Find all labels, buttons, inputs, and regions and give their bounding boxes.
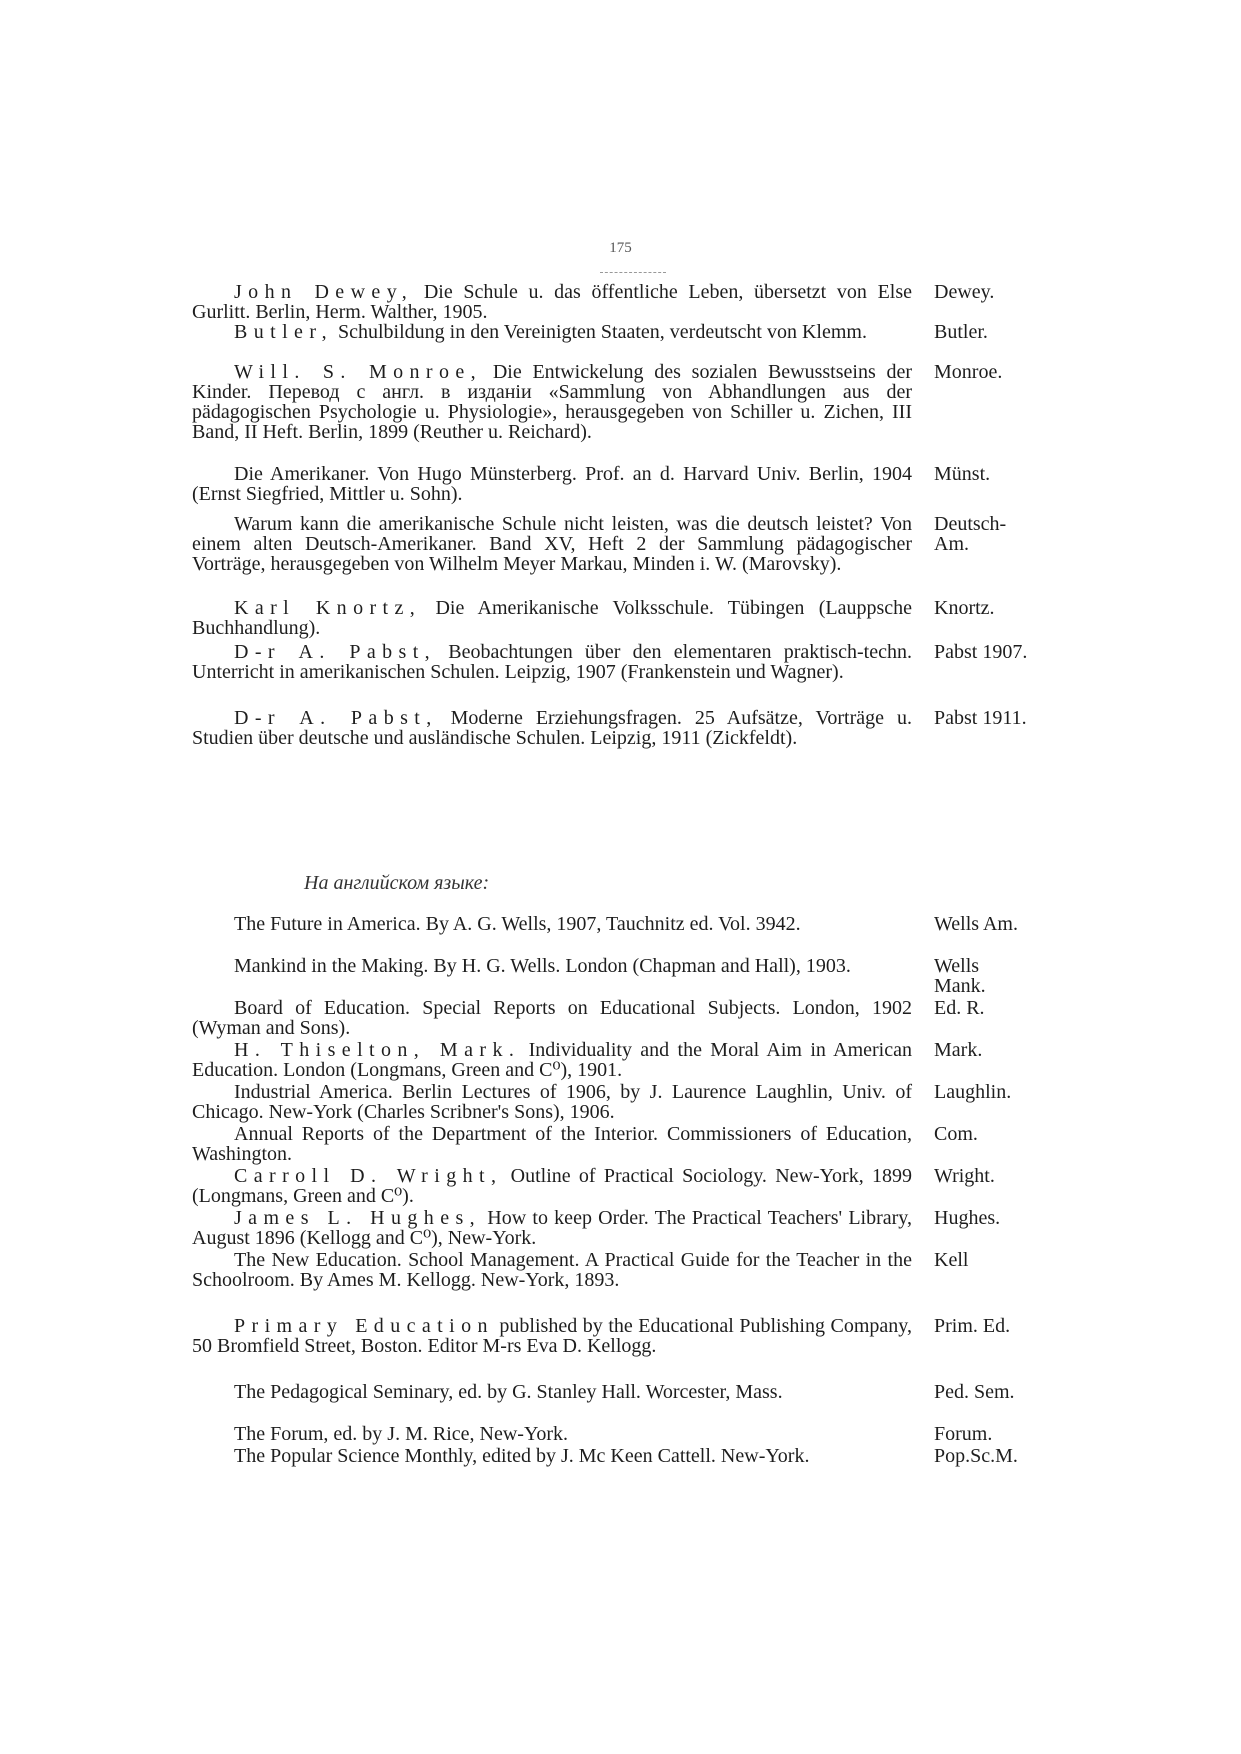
bibliography-entry xyxy=(192,955,1114,997)
entry-text: How to keep Order. The Practical Teachers' Library, August 1896 (Kellogg and C⁰), New-York. xyxy=(192,1207,912,1249)
entry-text: published by the Educational Publishing Company, 50 Bromfield Street, Boston. Editor M-rs Eva D. Kellogg. xyxy=(192,1315,912,1357)
entry-text: Mankind in the Making. By H. G. Wells. London (Chapman and Hall), 1903. xyxy=(234,955,851,977)
bibliography-entry xyxy=(192,464,1114,504)
entry-text: Die Amerikaner. Von Hugo Münsterberg. Prof. an d. Harvard Univ. Berlin, 1904 (Ernst Siegfried, Mittler u. Sohn). xyxy=(192,463,912,505)
entry-shortname: Mark. xyxy=(934,1039,983,1061)
entry-shortname: Pop.Sc.M. xyxy=(934,1445,1018,1467)
bibliography-entry xyxy=(192,322,1114,342)
bibliography-entry xyxy=(192,1424,1114,1444)
bibliography-entry xyxy=(192,1446,1114,1466)
entry-author: Primary Education xyxy=(234,1315,494,1337)
bibliography-entry xyxy=(192,598,1114,638)
entry-text: Warum kann die amerikanische Schule nicht leisten, was die deutsch leistet? Von einem alten Deutsch-Amerikaner. Band XV, Heft 2 der Sammlung pädagogischer Vorträge, herausgegeben von Wilhelm Meyer Markau, Minden i. W. (Marovsky). xyxy=(192,513,912,575)
bibliography-entry xyxy=(192,514,1114,574)
entry-shortname: Dewey. xyxy=(934,281,995,303)
entry-author: Karl Knortz, xyxy=(234,597,422,619)
entry-text: The New Education. School Management. A Practical Guide for the Teacher in the Schoolroom. By Ames M. Kellogg. New-York, 1893. xyxy=(192,1249,912,1291)
entry-shortname: Wright. xyxy=(934,1165,995,1187)
bibliography-entry xyxy=(192,708,1114,748)
entry-author: D-r A. Pabst, xyxy=(234,641,437,663)
bibliography-entry xyxy=(192,1250,1114,1290)
entry-shortname: Prim. Ed. xyxy=(934,1315,1011,1337)
bibliography-entry xyxy=(192,1208,1114,1248)
entry-author: John Dewey, xyxy=(234,281,414,303)
entry-author: D-r A. Pabst, xyxy=(234,707,438,729)
entry-text: The Forum, ed. by J. M. Rice, New-York. xyxy=(234,1423,569,1445)
bibliography-entry xyxy=(192,914,1114,934)
entry-shortname: Kell xyxy=(934,1249,969,1271)
entry-text: The Pedagogical Seminary, ed. by G. Stanley Hall. Worcester, Mass. xyxy=(234,1381,783,1403)
entry-text: Die Amerikanische Volksschule. Tübingen (Lauppsche Buchhandlung). xyxy=(192,597,912,639)
entry-text: Moderne Erziehungsfragen. 25 Aufsätze, Vorträge u. Studien über deutsche und ausländische Schulen. Leipzig, 1911 (Zickfeldt). xyxy=(192,707,912,749)
section-heading: На английском языке: xyxy=(304,872,490,894)
entry-shortname: Knortz. xyxy=(934,597,995,619)
bibliography-entry xyxy=(192,282,1114,322)
entry-author: Will. S. Monroe, xyxy=(234,361,483,383)
bibliography-entry xyxy=(192,642,1114,682)
entry-author: Butler, xyxy=(234,321,333,343)
entry-shortname: Pabst 1907. xyxy=(934,641,1028,663)
entry-shortname: Wells Am. xyxy=(934,913,1018,935)
entry-shortname: Ed. R. xyxy=(934,997,985,1019)
entry-author: James L. Hughes, xyxy=(234,1207,482,1229)
bibliography-entry xyxy=(192,362,1114,442)
entry-shortname: Monroe. xyxy=(934,361,1003,383)
page-number: 175 xyxy=(609,240,632,256)
entry-shortname: Pabst 1911. xyxy=(934,707,1027,729)
bibliography-entry xyxy=(192,1082,1114,1122)
entry-text: Schulbildung in den Vereinigten Staaten, verdeutscht von Klemm. xyxy=(333,321,867,343)
bibliography-entry xyxy=(192,1166,1114,1206)
entry-text: Annual Reports of the Department of the Interior. Commissioners of Education, Washington. xyxy=(192,1123,912,1165)
bibliography-entry xyxy=(192,998,1114,1038)
entry-text: Outline of Practical Sociology. New-York, 1899 (Longmans, Green and C⁰). xyxy=(192,1165,912,1207)
page-number-rule xyxy=(600,272,666,273)
entry-shortname: Laughlin. xyxy=(934,1081,1012,1103)
entry-shortname: Hughes. xyxy=(934,1207,1001,1229)
entry-text: Board of Education. Special Reports on Educational Subjects. London, 1902 (Wyman and Sons). xyxy=(192,997,912,1039)
entry-text: Die Entwickelung des sozialen Bewusstseins der Kinder. Перевод с англ. в изданіи «Sammlung von Abhandlungen aus der pädagogischen Psychologie u. Physiologie», herausgegeben von Schiller u. Zichen, III Band, II Heft. Berlin, 1899 (Reuther u. Reichard). xyxy=(192,361,912,443)
entry-shortname: Forum. xyxy=(934,1423,993,1445)
entry-text: Die Schule u. das öffentliche Leben, übersetzt von Else Gurlitt. Berlin, Herm. Walther, 1905. xyxy=(192,281,913,323)
entry-author: H. Thiselton, Mark. xyxy=(234,1039,521,1061)
entry-text: Beobachtungen über den elementaren praktisch-techn. Unterricht in amerikanischen Schulen. Leipzig, 1907 (Frankenstein und Wagner). xyxy=(192,641,912,683)
entry-shortname: Münst. xyxy=(934,463,991,485)
entry-shortname: Ped. Sem. xyxy=(934,1381,1015,1403)
entry-shortname: Deutsch- Am. xyxy=(934,513,1007,555)
entry-text: Individuality and the Moral Aim in American Education. London (Longmans, Green and C⁰), 1901. xyxy=(192,1039,912,1081)
entry-text: The Popular Science Monthly, edited by J. Mc Keen Cattell. New-York. xyxy=(234,1445,810,1467)
entry-shortname: Butler. xyxy=(934,321,988,343)
bibliography-entry xyxy=(192,1040,1114,1080)
entry-author: Carroll D. Wright, xyxy=(234,1165,503,1187)
bibliography-entry xyxy=(192,1382,1114,1402)
entry-shortname: Com. xyxy=(934,1123,978,1145)
entry-text: The Future in America. By A. G. Wells, 1907, Tauchnitz ed. Vol. 3942. xyxy=(234,913,801,935)
bibliography-entry xyxy=(192,1316,1114,1356)
entry-text: Industrial America. Berlin Lectures of 1906, by J. Laurence Laughlin, Univ. of Chicago. New-York (Charles Scribner's Sons), 1906. xyxy=(192,1081,912,1123)
entry-shortname: Wells Mank. xyxy=(934,955,986,997)
bibliography-entry xyxy=(192,1124,1114,1164)
